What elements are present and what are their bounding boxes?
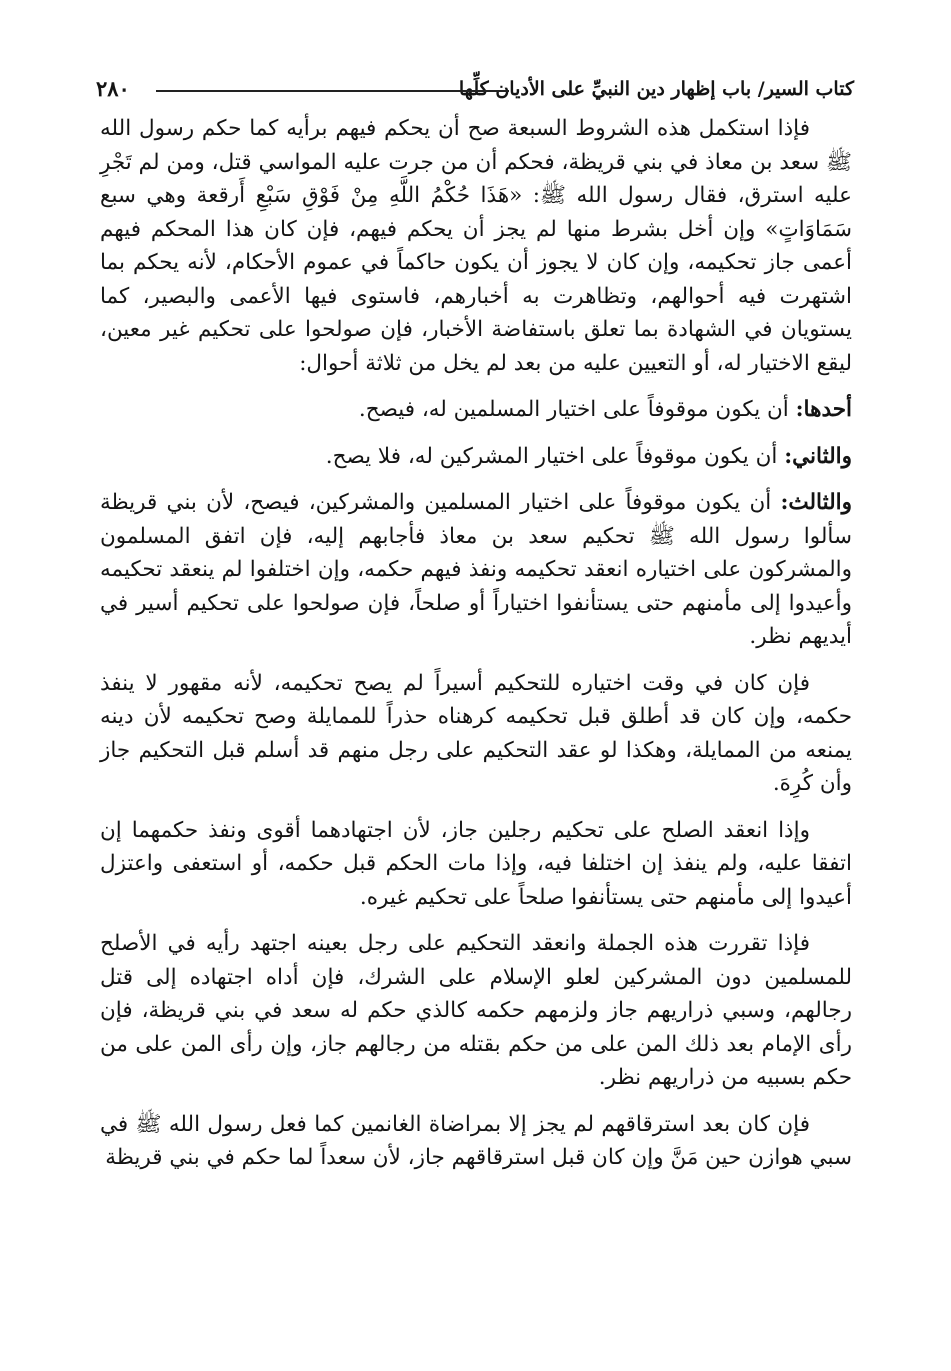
state-first [100, 393, 852, 427]
chapter-title: كتاب السير/ باب إظهار دين النبيِّ على الأديان كلِّها [458, 78, 854, 100]
state-first-text: أن يكون موقوفاً على اختيار المسلمين له، فيصح. [358, 397, 796, 422]
state-second-lead: والثاني: [784, 443, 852, 469]
page-number: ٢٨٠ [96, 76, 130, 101]
state-first-lead: أحدها: [795, 397, 852, 422]
main-text [100, 112, 852, 1175]
state-third-lead: والثالث: [780, 490, 852, 515]
state-third-text: أن يكون موقوفاً على اختيار المسلمين والمشركين، فيصح، لأن بني قريظة سألوا رسول الله ﷺ تحكيم سعد بن معاذ فأجابهم إليه، فإن اتفق المسلمون والمشركون على اختياره انعقد تحكيمه ونفذ فيهم حكمه، وإن اختلفوا لم ينعقد تحكيمه وأعيدوا إلى مأمنهم حتى يستأنفوا اختياراً أو صلحاً، فإن صولحوا على تحكيم أسير في أيديهم نظر. [100, 490, 852, 649]
state-third [100, 486, 852, 654]
state-second-text: أن يكون موقوفاً على اختيار المشركين له، فلا يصح. [325, 443, 785, 469]
running-header [96, 74, 854, 104]
states-list [100, 393, 852, 654]
state-second [100, 440, 852, 474]
header-rule [156, 90, 509, 92]
paragraph-two-arbiters: وإذا انعقد الصلح على تحكيم رجلين جاز، لأن اجتهادهما أقوى ونفذ حكمهما إن اتفقا عليه، ولم ينفذ إن اختلفا فيه، وإذا مات الحكم قبل حكمه، أو استعفى واعتزل أعيدوا إلى مأمنهم حتى يستأنفوا صلحاً على تحكيم غيره. [100, 817, 852, 910]
paragraph-enslavement: فإن كان بعد استرقاقهم لم يجز إلا بمراضاة الغانمين كما فعل رسول الله ﷺ في سبي هوازن حين مَنَّ وإن كان قبل استرقاقهم جاز، لأن سعداً لما حكم في بني قريظة [100, 1111, 852, 1170]
paragraph-captive-arbiter: فإن كان في وقت اختياره للتحكيم أسيراً لم يصح تحكيمه، لأنه مقهور لا ينفذ حكمه، وإن كان قد أطلق قبل تحكيمه كرهناه حذراً للممايلة وصح تحكيمه لأن دينه يمنعه من الممايلة، وهكذا لو عقد التحكيم على رجل منهم قد أسلم قبل التحكيم جاز وأن كُرِهَ. [100, 670, 852, 796]
paragraph-arbiter-judgment: فإذا تقررت هذه الجملة وانعقد التحكيم على رجل بعينه اجتهد رأيه في الأصلح للمسلمين دون المشركين لعلو الإسلام على الشرك، فإن أداه اجتهاده إلى قتل رجالهم، وسبي ذراريهم جاز ولزمهم حكمه كالذي حكم له سعد في بني قريظة، فإن رأى الإمام بعد ذلك المن على من حكم بقتله من رجالهم جاز، وإن رأى المن على من حكم بسبيه من ذراريهم نظر. [100, 931, 852, 1090]
paragraph-conditions: فإذا استكمل هذه الشروط السبعة صح أن يحكم فيهم برأيه كما حكم رسول الله ﷺ سعد بن معاذ في بني قريظة، فحكم أن من جرت عليه المواسي قتل، ومن لم تَجْرِ عليه استرق، فقال رسول الله ﷺ: «هَذَا حُكْمُ اللَّهِ مِنْ فَوْقِ سَبْعِ أَرقعة وهي سبع سَمَاوَاتٍ» وإن أخل بشرط منها لم يجز أن يحكم فيهم، فإن كان هذا المحكم فيهم أعمى جاز تحكيمه، وإن كان لا يجوز أن يكون حاكماً في عموم الأحكام، لأنه يحكم بما اشتهرت فيه أحوالهم، وتظاهرت به أخبارهم، فاستوى فيها الأعمى والبصير، كما يستويان في الشهادة بما تعلق باستفاضة الأخبار، فإن صولحوا على تحكيم غير معين، ليقع الاختيار له، أو التعيين عليه من بعد لم يخل من ثلاثة أحوال: [100, 116, 852, 376]
